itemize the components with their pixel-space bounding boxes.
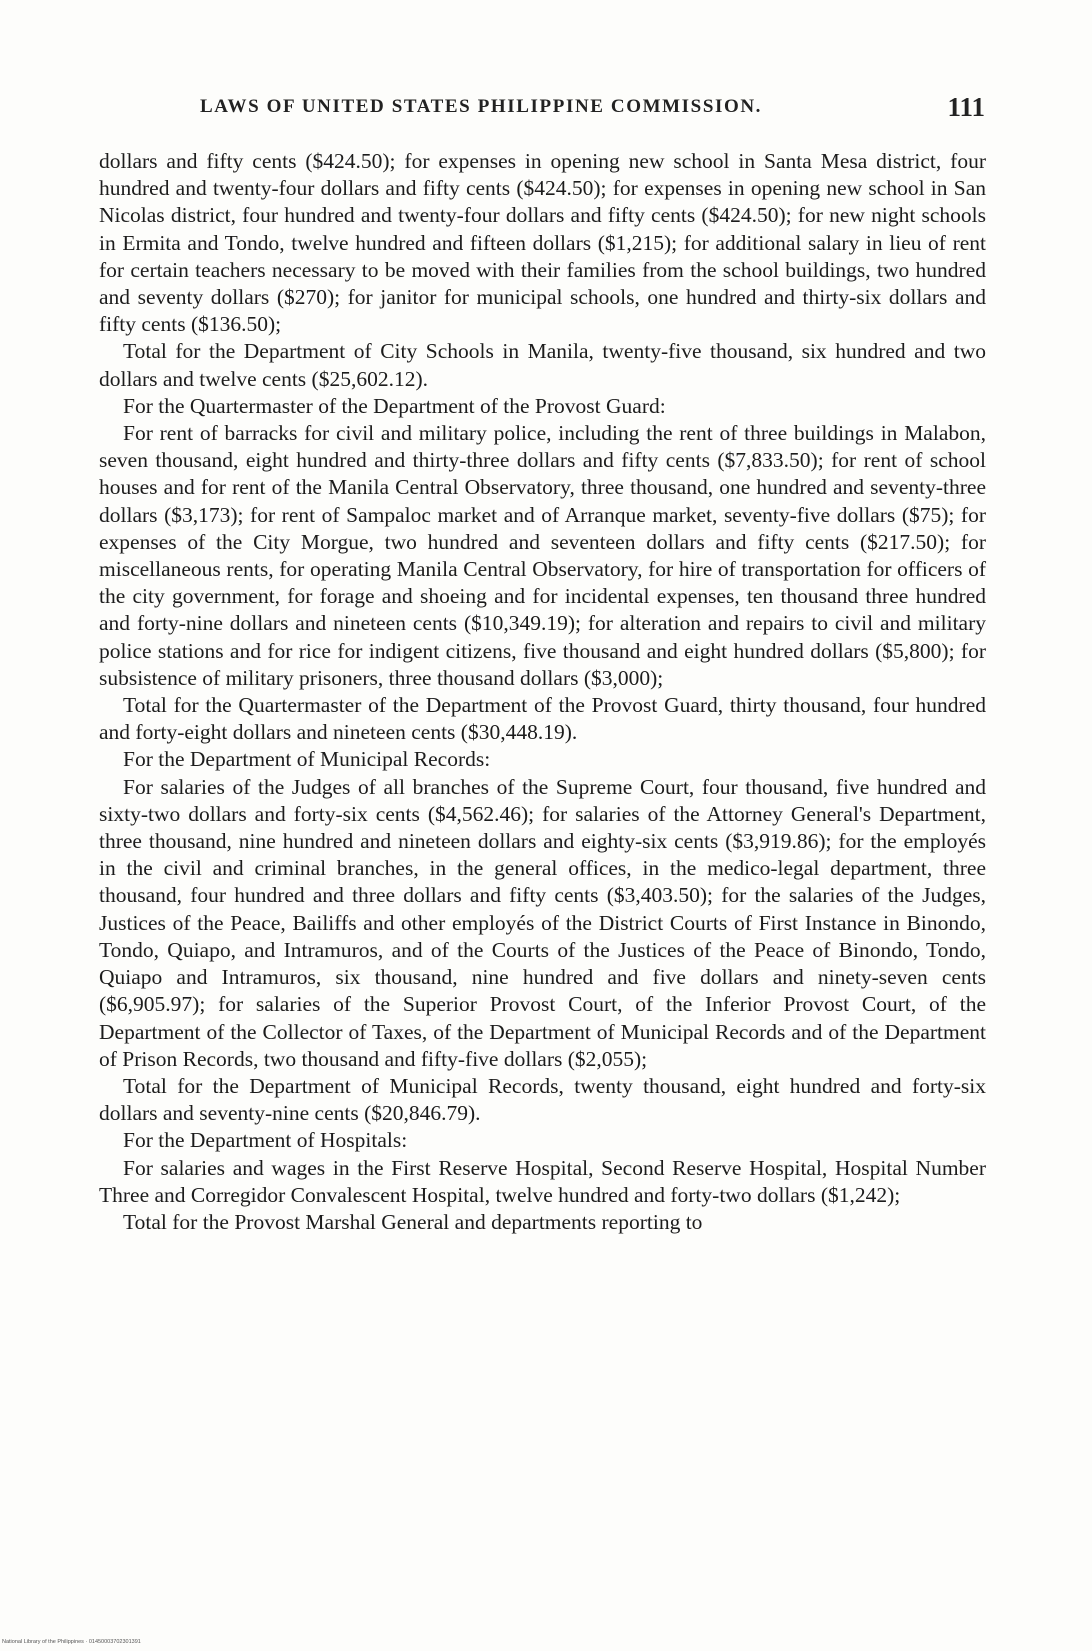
running-head-title: LAWS OF UNITED STATES PHILIPPINE COMMISSION. [200, 96, 763, 117]
paragraph-hospitals-heading: For the Department of Hospitals: [123, 1128, 408, 1153]
paragraph-quartermaster-heading: For the Quartermaster of the Department of the Provost Guard: [123, 393, 666, 418]
paragraph-municipal-records-heading: For the Department of Municipal Records: [123, 747, 491, 772]
page-number: 111 [947, 92, 985, 122]
paragraph-total-municipal-records: Total for the Department of Municipal Records, twenty thousand, eight hundred and forty-six dollars and seventy-nine cents ($20,846.79). [99, 1073, 986, 1126]
paragraph-total-quartermaster: Total for the Quartermaster of the Department of the Provost Guard, thirty thousand, four hundred and forty-eight dollars and nineteen cents ($30,448.19). [99, 693, 986, 745]
paragraph-quartermaster-items: For rent of barracks for civil and military police, including the rent of three buildings in Malabon, seven thousand, eight hundred and thirty-three dollars and fifty cents ($7,833.50); for rent of school houses and for rent of the Manila Central Observatory, three thousand, one hundred and seventy-three dollars ($3,173); for rent of Sampaloc market and of Arranque market, seventy-five dollars ($75); for expenses of the City Morgue, two hundred and seventeen dollars and fifty cents ($217.50); for miscellaneous rents, for operating Manila Central Observatory, for hire of transportation for officers of the city government, for forage and shoeing and for incidental expenses, ten thousand three hundred and forty-nine dollars and nineteen cents ($10,349.19); for alteration and repairs to civil and military police stations and for rice for indigent citizens, five thousand and eight hundred dollars ($5,800); for subsistence of military prisoners, three thousand dollars ($3,000); [99, 421, 986, 690]
paragraph-municipal-records-items: For salaries of the Judges of all branches of the Supreme Court, four thousand, five hundred and sixty-two dollars and forty-six cents ($4,562.46); for salaries of the Attorney General's Department, three thousand, nine hundred and nineteen dollars and eighty-six cents ($3,919.86); for the employés in the civil and criminal branches, in the general offices, in the medico-legal department, three thousand, four hundred and three dollars and fifty cents ($3,403.50); for the salaries of the Judges, Justices of the Peace, Bailiffs and other employés of the District Courts of First Instance in Binondo, Tondo, Quiapo, and Intramuros, and of the Courts of the Justices of the Peace of Binondo, Tondo, Quiapo and Intramuros, six thousand, nine hundred and five dollars and ninety-seven cents ($6,905.97); for salaries of the Superior Provost Court, of the Inferior Provost Court, of the Department of the Collector of Taxes, of the Department of Municipal Records and of the Department of Prison Records, two thousand and fifty-five dollars ($2,055); [99, 774, 986, 1071]
paragraph-city-schools-continued: dollars and fifty cents ($424.50); for expenses in opening new school in Santa Mesa district, four hundred and twenty-four dollars and fifty cents ($424.50); for expenses in opening new school in San Nicolas district, four hundred and twenty-four dollars and fifty cents ($424.50); for new night schools in Ermita and Tondo, twelve hundred and fifteen dollars ($1,215); for additional salary in lieu of rent for certain teachers necessary to be moved with their families from the school buildings, two hundred and seventy dollars ($270); for janitor for municipal schools, one hundred and thirty-six dollars and fifty cents ($136.50); [99, 149, 986, 337]
footer-source-note: National Library of the Philippines · 01450003702301391 [2, 1639, 141, 1645]
paragraph-total-city-schools: Total for the Department of City Schools in Manila, twenty-five thousand, six hundred and two dollars and twelve cents ($25,602.12). [99, 339, 986, 391]
body-text [99, 148, 986, 1236]
running-head [200, 92, 985, 126]
paragraph-total-provost-marshal: Total for the Provost Marshal General and departments reporting to [123, 1209, 703, 1234]
paragraph-hospitals-items: For salaries and wages in the First Reserve Hospital, Second Reserve Hospital, Hospital Number Three and Corregidor Convalescent Hospital, twelve hundred and forty-two dollars ($1,242); [99, 1155, 986, 1207]
